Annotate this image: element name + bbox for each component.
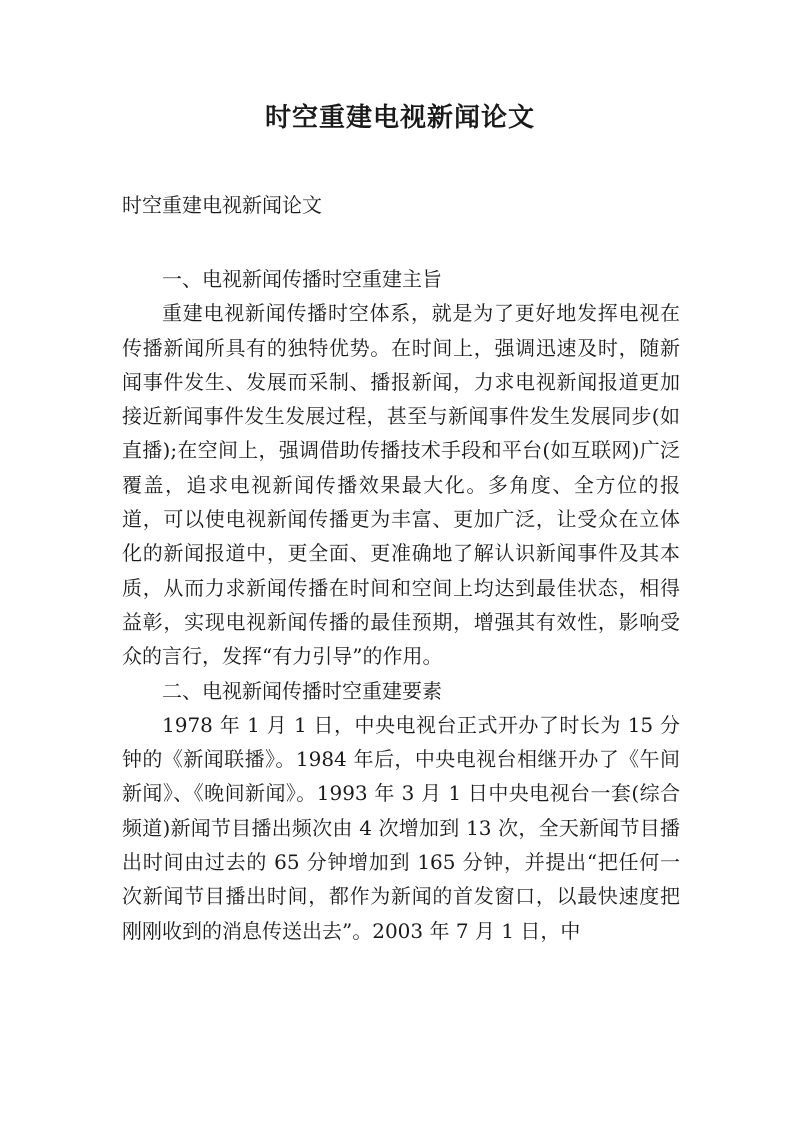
document-subtitle: 时空重建电视新闻论文: [122, 193, 322, 217]
document-body: [122, 262, 680, 948]
body-paragraph-2: 1978 年 1 月 1 日，中央电视台正式开办了时长为 15 分钟的《新闻联播》。1984 年后，中央电视台相继开办了《午间新闻》、《晚间新闻》。1993 年 3 月 1 日中央电视台一套(综合频道)新闻节目播出频次由 4 次增加到 13 次，全天新闻节目播出时间由过去的 65 分钟增加到 165 分钟，并提出“把任何一次新闻节目播出时间，都作为新闻的首发窗口，以最快速度把刚刚收到的消息传送出去”。2003 年 7 月 1 日，中: [122, 712, 680, 943]
section-heading-2: 二、电视新闻传播时空重建要素: [162, 678, 442, 703]
section-heading-1: 一、电视新闻传播时空重建主旨: [162, 267, 442, 291]
body-paragraph-1: 重建电视新闻传播时空体系，就是为了更好地发挥电视在传播新闻所具有的独特优势。在时间上，强调迅速及时，随新闻事件发生、发展而采制、播报新闻，力求电视新闻报道更加接近新闻事件发生发展过程，甚至与新闻事件发生发展同步(如直播);在空间上，强调借助传播技术手段和平台(如互联网)广泛覆盖，追求电视新闻传播效果最大化。多角度、全方位的报道，可以使电视新闻传播更为丰富、更加广泛，让受众在立体化的新闻报道中，更全面、更准确地了解认识新闻事件及其本质，从而力求新闻传播在时间和空间上均达到最佳状态，相得益彰，实现电视新闻传播的最佳预期，增强其有效性，影响受众的言行，发挥“有力引导”的作用。: [122, 301, 680, 669]
document-title: 时空重建电视新闻论文: [264, 103, 535, 133]
